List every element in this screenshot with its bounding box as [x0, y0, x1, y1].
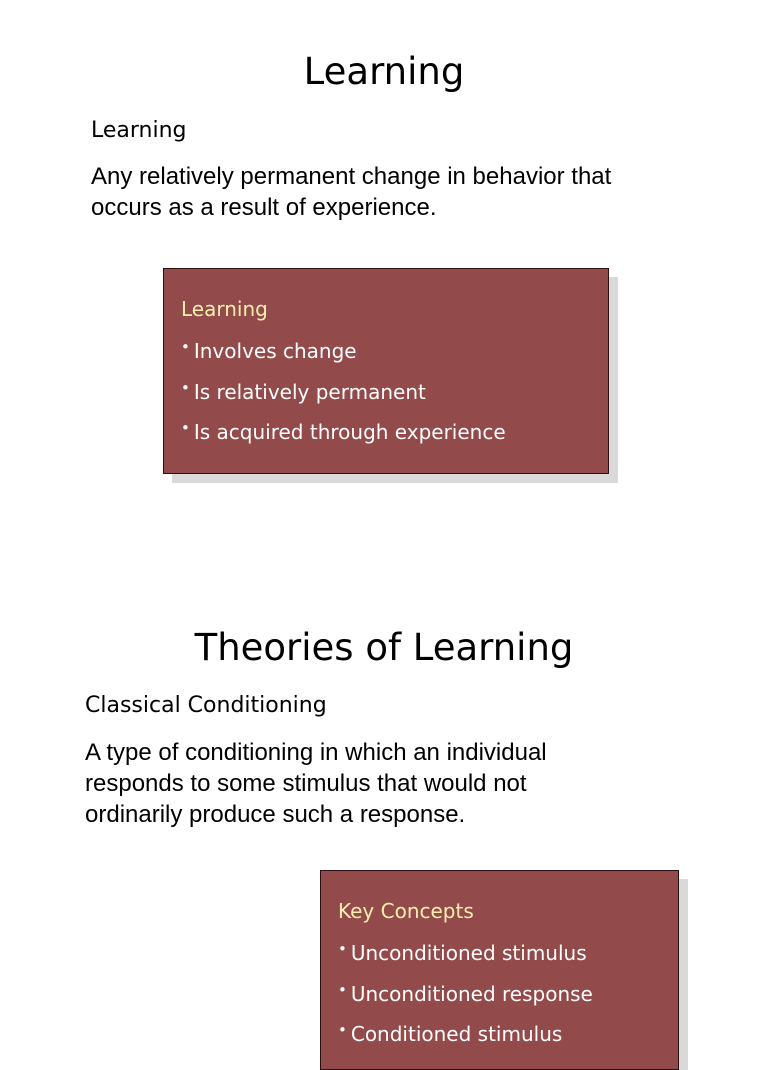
list-item: [181, 418, 506, 459]
slide-title: Learning: [303, 50, 465, 93]
bullet-icon: •: [338, 1021, 347, 1039]
list-item-label: Is acquired through experience: [193, 420, 506, 444]
slide-title: Theories of Learning: [194, 626, 574, 669]
concept-list: [338, 939, 593, 1061]
list-item: [338, 939, 593, 980]
list-item-label: Is relatively permanent: [193, 379, 426, 404]
bullet-icon: •: [338, 940, 347, 958]
term-heading: Classical Conditioning: [85, 693, 327, 718]
list-item: [338, 1020, 593, 1061]
bullet-icon: •: [181, 338, 190, 356]
term-definition: A type of conditioning in which an individual responds to some stimulus that would not ordinarily produce such a response.: [85, 739, 547, 828]
list-item-label: Unconditioned response: [350, 981, 593, 1006]
list-item: [181, 378, 506, 419]
bullet-icon: •: [338, 980, 347, 999]
term-definition: Any relatively permanent change in behavior that occurs as a result of experience.: [91, 163, 612, 221]
bullet-icon: •: [181, 419, 190, 437]
concept-box-heading: Learning: [181, 297, 268, 321]
concept-list: [181, 337, 506, 459]
list-item-label: Unconditioned stimulus: [350, 941, 587, 965]
list-item: [338, 980, 593, 1021]
bullet-icon: •: [181, 378, 190, 397]
slide-theories-of-learning: [0, 576, 768, 1046]
list-item-label: Conditioned stimulus: [350, 1022, 563, 1046]
concept-box-heading: Key Concepts: [338, 899, 474, 923]
concept-box: [320, 870, 679, 1070]
concept-box: [163, 268, 609, 474]
list-item-label: Involves change: [193, 339, 357, 363]
list-item: [181, 337, 506, 378]
term-heading: Learning: [91, 118, 187, 143]
